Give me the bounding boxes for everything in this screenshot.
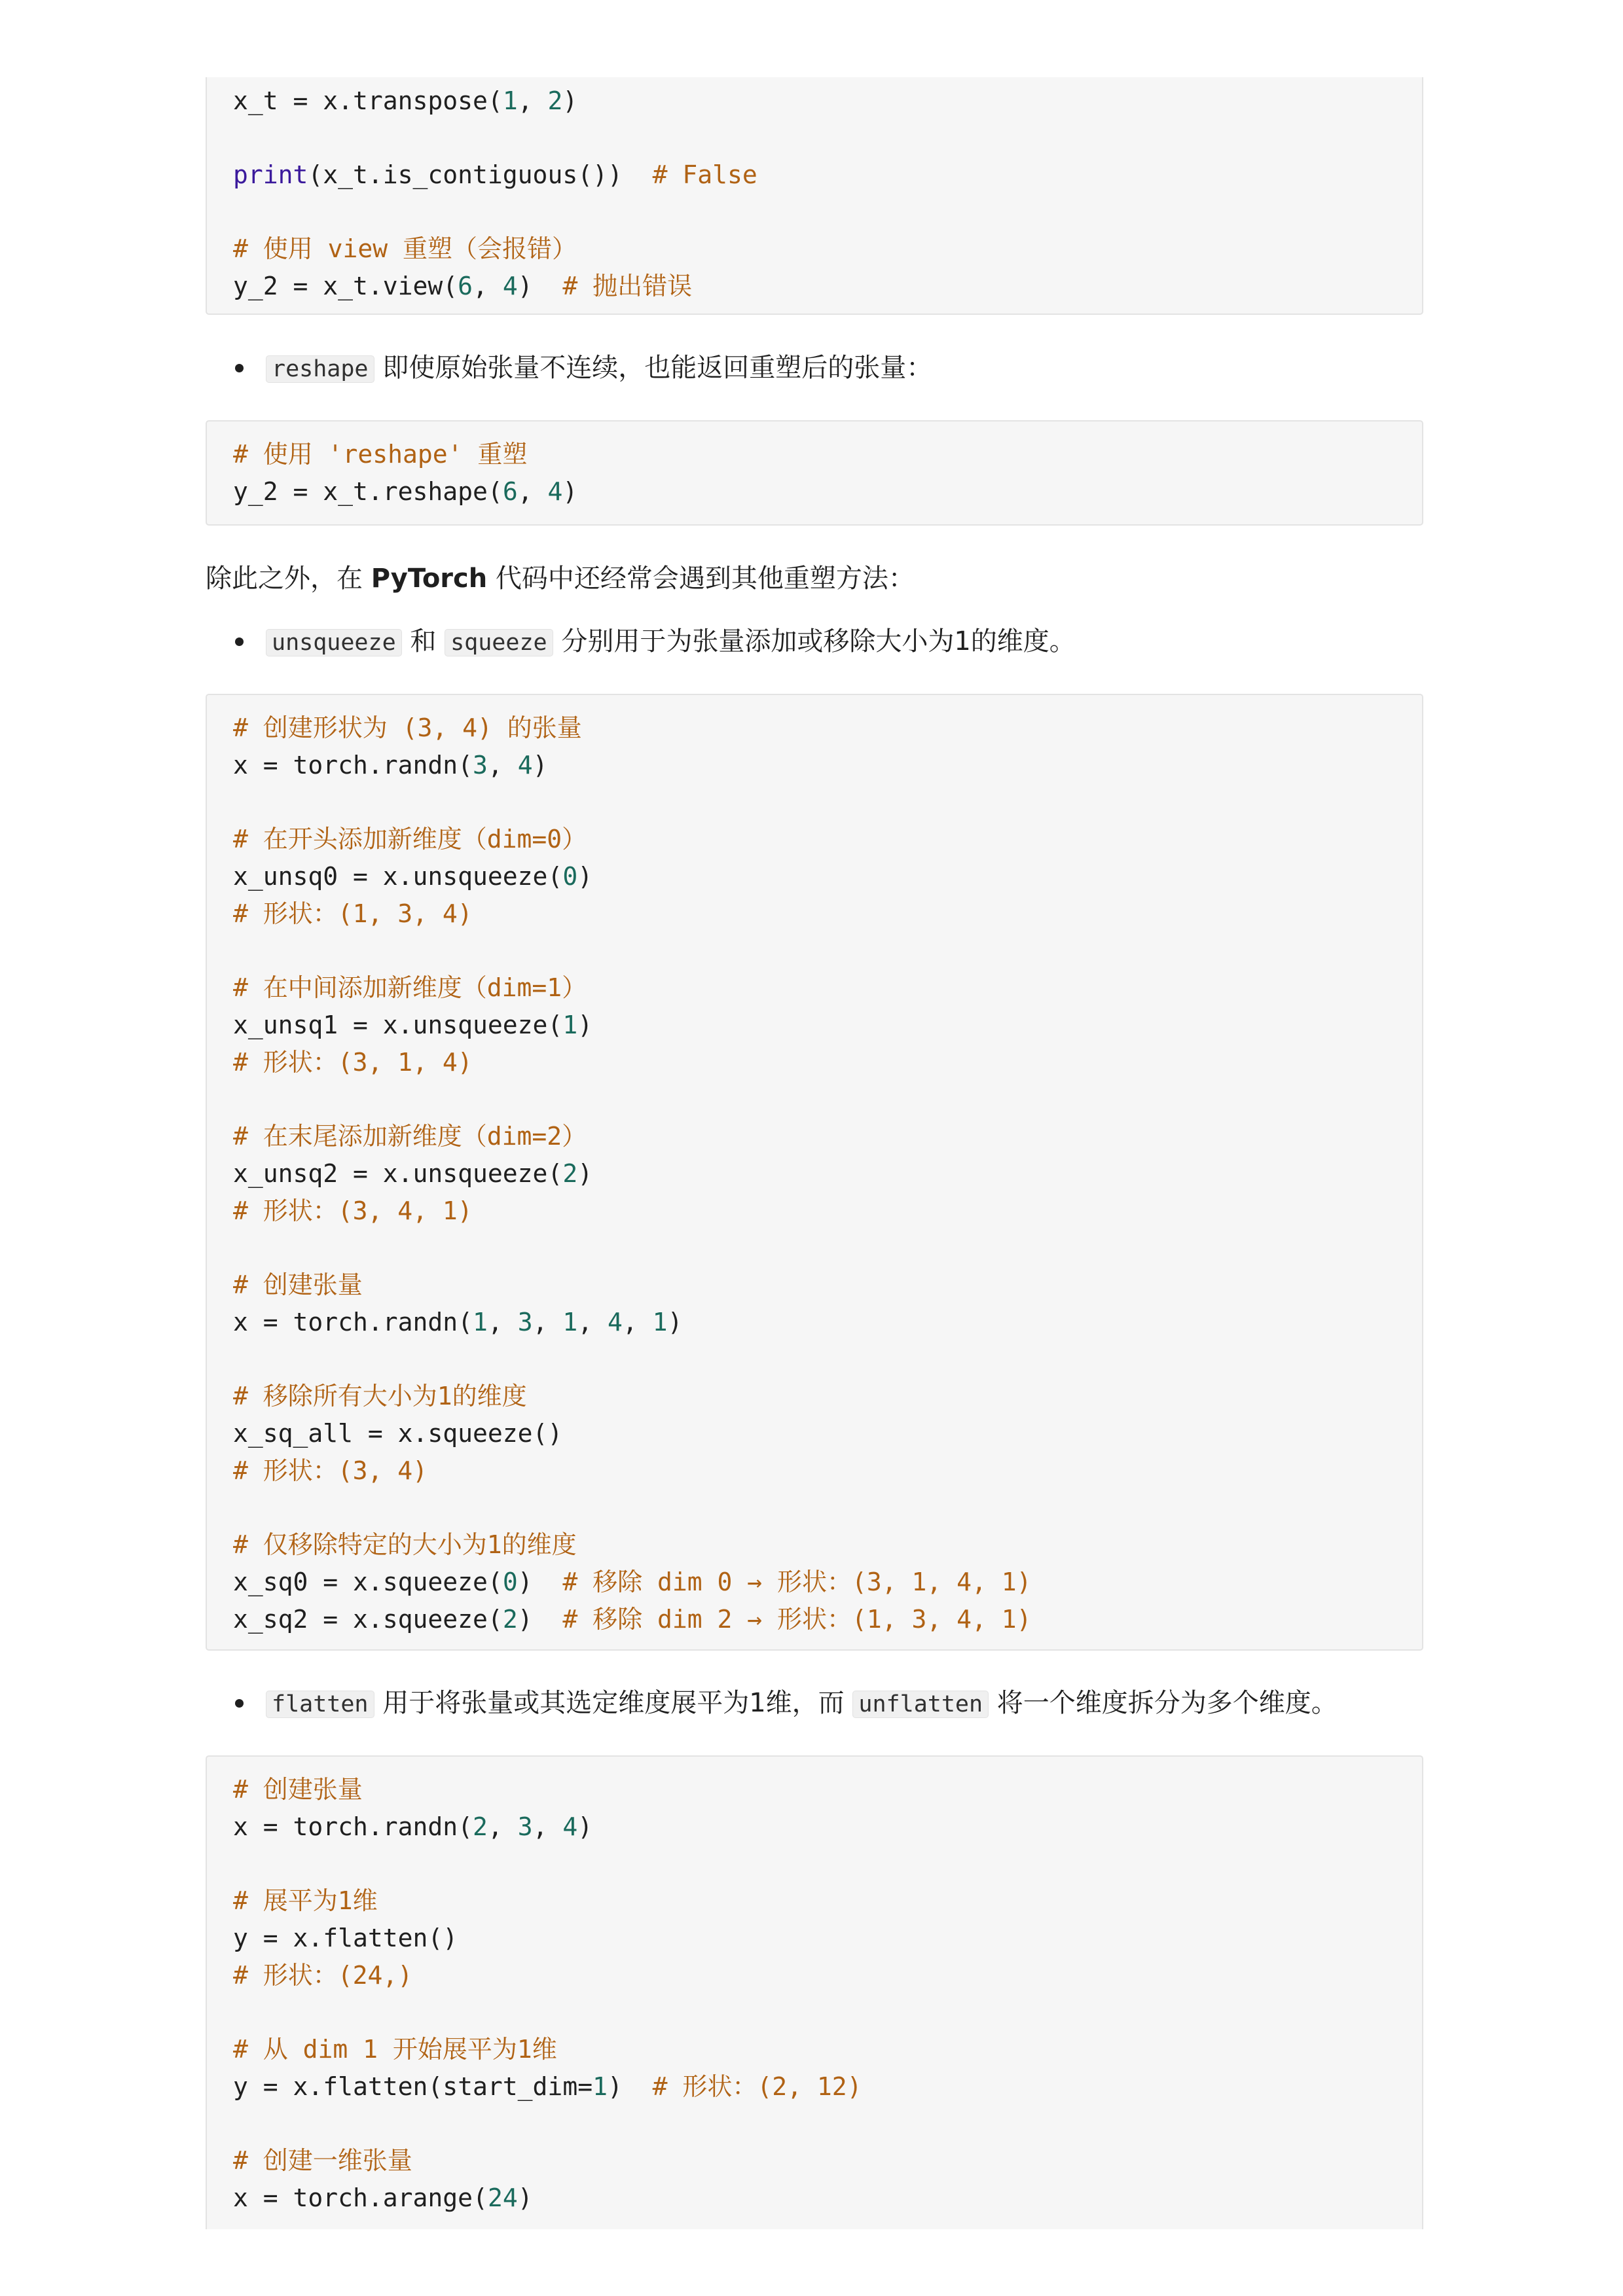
code-line xyxy=(233,2031,1396,2068)
code-number: 1 xyxy=(562,1011,578,1039)
code-line xyxy=(233,784,1396,821)
code-line xyxy=(233,1846,1396,1882)
code-text: , xyxy=(622,1308,653,1336)
code-line xyxy=(233,821,1396,858)
code-line xyxy=(233,1266,1396,1304)
code-text: x_sq_all = x.squeeze() xyxy=(233,1419,563,1448)
code-line xyxy=(233,1341,1396,1378)
code-comment: # 在中间添加新维度（dim=1） xyxy=(233,973,587,1002)
body-text: 即使原始张量不连续，也能返回重塑后的张量： xyxy=(374,353,933,383)
code-number: 2 xyxy=(502,1605,518,1634)
code-text: x_sq0 = x.squeeze( xyxy=(233,1568,503,1596)
code-text: , xyxy=(487,1812,518,1841)
body-text: 除此之外，在 xyxy=(206,564,371,594)
bullet-reshape xyxy=(206,348,1484,389)
code-text: x_t = x.transpose( xyxy=(233,86,503,115)
code-number: 6 xyxy=(458,272,473,300)
code-number: 1 xyxy=(593,2072,608,2101)
code-text: , xyxy=(532,1812,563,1841)
code-comment: # 在开头添加新维度（dim=0） xyxy=(233,825,587,853)
code-number: 4 xyxy=(502,272,518,300)
code-text: ) xyxy=(517,2183,533,2212)
inline-code: unsqueeze xyxy=(266,629,402,656)
code-line xyxy=(233,1118,1396,1155)
code-line xyxy=(233,1007,1396,1044)
code-text: ) xyxy=(577,1812,593,1841)
code-text: x = torch.randn( xyxy=(233,1308,473,1336)
code-text: x_unsq2 = x.unsqueeze( xyxy=(233,1159,563,1188)
code-text: ) xyxy=(517,1568,563,1596)
code-number: 0 xyxy=(562,862,578,891)
code-text: ) xyxy=(517,1605,563,1634)
code-number: 1 xyxy=(502,86,518,115)
code-block-flatten xyxy=(206,1755,1423,2229)
body-text: 代码中还经常会遇到其他重塑方法： xyxy=(487,564,915,594)
code-line xyxy=(233,82,1396,120)
code-line xyxy=(233,2106,1396,2142)
code-comment: # 移除 dim 2 → 形状：(1, 3, 4, 1) xyxy=(562,1605,1032,1634)
inline-code: squeeze xyxy=(445,629,553,656)
code-line xyxy=(233,268,1396,305)
code-comment: # False xyxy=(652,160,757,189)
code-line xyxy=(233,1526,1396,1564)
code-comment: # 形状：(3, 1, 4) xyxy=(233,1048,473,1077)
code-text: , xyxy=(577,1308,608,1336)
code-comment: # 创建张量 xyxy=(233,1775,363,1804)
paragraph-other-methods xyxy=(206,559,1423,598)
code-text: ) xyxy=(517,272,563,300)
code-number: 3 xyxy=(517,1308,533,1336)
code-text: ) xyxy=(577,1011,593,1039)
code-number: 0 xyxy=(502,1568,518,1596)
code-text: ) xyxy=(667,1308,683,1336)
code-comment: # 使用 view 重塑（会报错） xyxy=(233,234,577,263)
code-line xyxy=(233,1994,1396,2031)
code-line xyxy=(233,709,1396,747)
code-text: , xyxy=(517,86,548,115)
code-line xyxy=(233,1452,1396,1490)
code-number: 1 xyxy=(562,1308,578,1336)
body-text: 用于将张量或其选定维度展平为1维，而 xyxy=(374,1688,853,1718)
code-text: (x_t.is_contiguous()) xyxy=(308,160,653,189)
code-text: x = torch.randn( xyxy=(233,1812,473,1841)
code-comment: # 形状：(24,) xyxy=(233,1961,413,1990)
code-number: 4 xyxy=(608,1308,623,1336)
code-number: 3 xyxy=(473,751,488,780)
code-line xyxy=(233,1490,1396,1526)
code-number: 2 xyxy=(547,86,563,115)
code-text: , xyxy=(487,1308,518,1336)
code-line xyxy=(233,1601,1396,1638)
code-comment: # 形状：(3, 4, 1) xyxy=(233,1196,473,1225)
code-text: ) xyxy=(577,1159,593,1188)
code-line xyxy=(233,1304,1396,1341)
code-line xyxy=(233,1155,1396,1193)
code-number: 3 xyxy=(517,1812,533,1841)
code-comment: # 形状：(3, 4) xyxy=(233,1456,428,1485)
code-comment: # 形状：(1, 3, 4) xyxy=(233,899,473,928)
code-block-unsqueeze-squeeze xyxy=(206,694,1423,1651)
code-comment: # 从 dim 1 开始展平为1维 xyxy=(233,2035,557,2064)
code-block-reshape xyxy=(206,420,1423,526)
code-line xyxy=(233,230,1396,268)
code-line xyxy=(233,2179,1396,2217)
body-text: 分别用于为张量添加或移除大小为1的维度。 xyxy=(553,626,1076,656)
bullet-flatten-unflatten xyxy=(206,1683,1484,1724)
code-text: y_2 = x_t.view( xyxy=(233,272,458,300)
code-text: ) xyxy=(532,751,548,780)
code-text: x = torch.randn( xyxy=(233,751,473,780)
code-line xyxy=(233,1882,1396,1920)
bullet-unsqueeze-squeeze xyxy=(206,622,1484,662)
code-comment: # 创建一维张量 xyxy=(233,2146,412,2175)
code-comment: # 形状：(2, 12) xyxy=(652,2072,862,2101)
code-text: y = x.flatten() xyxy=(233,1924,458,1952)
code-comment: # 创建张量 xyxy=(233,1270,363,1299)
code-line xyxy=(233,1415,1396,1452)
body-text: 将一个维度拆分为多个维度。 xyxy=(989,1688,1338,1718)
code-line xyxy=(233,473,1396,511)
code-comment: # 展平为1维 xyxy=(233,1886,378,1915)
code-line xyxy=(233,156,1396,194)
code-number: 4 xyxy=(562,1812,578,1841)
code-text: y = x.flatten(start_dim= xyxy=(233,2072,593,2101)
code-text: , xyxy=(517,477,548,506)
code-text: x_unsq0 = x.unsqueeze( xyxy=(233,862,563,891)
code-number: 1 xyxy=(652,1308,668,1336)
code-line xyxy=(233,1230,1396,1266)
code-line xyxy=(233,1044,1396,1081)
code-comment: # 在末尾添加新维度（dim=2） xyxy=(233,1122,587,1151)
bold-text: PyTorch xyxy=(371,564,488,594)
code-text: ) xyxy=(607,2072,653,2101)
code-comment: # 创建形状为 (3, 4) 的张量 xyxy=(233,713,582,742)
code-text: , xyxy=(473,272,503,300)
code-comment: # 移除所有大小为1的维度 xyxy=(233,1382,527,1410)
inline-code: unflatten xyxy=(852,1691,989,1718)
code-line xyxy=(233,1081,1396,1118)
code-line xyxy=(233,895,1396,933)
code-line xyxy=(233,969,1396,1007)
body-text: 和 xyxy=(401,626,445,656)
code-number: 24 xyxy=(487,2183,518,2212)
code-line xyxy=(233,1771,1396,1808)
code-text: x = torch.arange( xyxy=(233,2183,488,2212)
code-line xyxy=(233,2142,1396,2179)
code-comment: # 抛出错误 xyxy=(562,272,693,300)
code-block-transpose xyxy=(206,77,1423,315)
code-line xyxy=(233,1957,1396,1994)
code-line xyxy=(233,1920,1396,1957)
code-line xyxy=(233,1808,1396,1846)
code-line xyxy=(233,933,1396,969)
code-line xyxy=(233,747,1396,784)
code-text: , xyxy=(487,751,518,780)
code-line xyxy=(233,194,1396,230)
code-text: x_sq2 = x.squeeze( xyxy=(233,1605,503,1634)
code-number: 6 xyxy=(502,477,518,506)
code-text: x_unsq1 = x.unsqueeze( xyxy=(233,1011,563,1039)
code-text: ) xyxy=(577,862,593,891)
code-text: y_2 = x_t.reshape( xyxy=(233,477,503,506)
code-line xyxy=(233,1193,1396,1230)
code-number: 2 xyxy=(562,1159,578,1188)
code-keyword: print xyxy=(233,160,308,189)
code-line xyxy=(233,1378,1396,1415)
inline-code: flatten xyxy=(266,1691,374,1718)
code-line xyxy=(233,858,1396,895)
code-comment: # 移除 dim 0 → 形状：(3, 1, 4, 1) xyxy=(562,1568,1032,1596)
code-comment: # 仅移除特定的大小为1的维度 xyxy=(233,1530,577,1559)
code-number: 4 xyxy=(517,751,533,780)
code-text: ) xyxy=(562,477,578,506)
code-text: , xyxy=(532,1308,563,1336)
code-line xyxy=(233,436,1396,473)
code-number: 2 xyxy=(473,1812,488,1841)
code-line xyxy=(233,1564,1396,1601)
code-number: 4 xyxy=(547,477,563,506)
code-line xyxy=(233,120,1396,156)
code-number: 1 xyxy=(473,1308,488,1336)
code-line xyxy=(233,2068,1396,2106)
code-comment: # 使用 'reshape' 重塑 xyxy=(233,440,528,469)
code-text: ) xyxy=(562,86,578,115)
inline-code: reshape xyxy=(266,355,374,383)
